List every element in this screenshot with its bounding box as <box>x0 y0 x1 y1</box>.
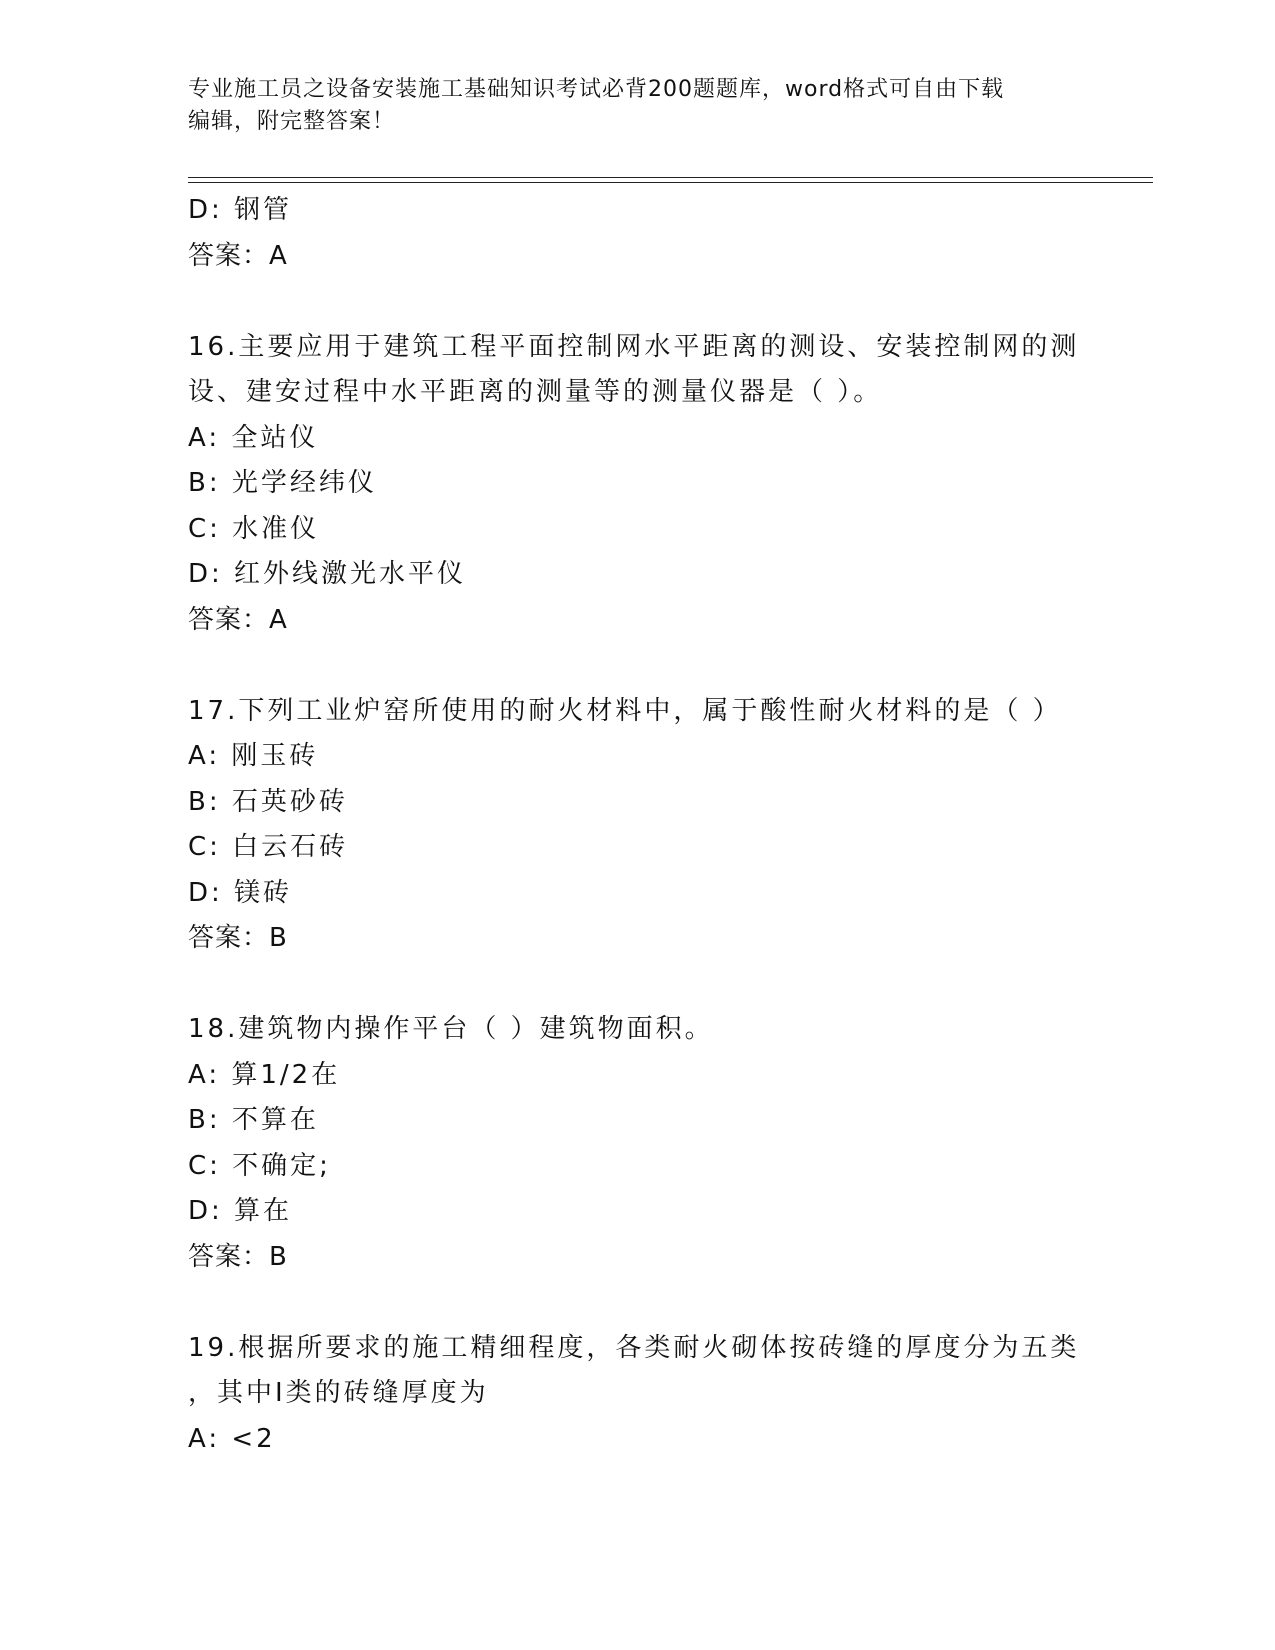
q19-text-line-2: ，其中I类的砖缝厚度为 <box>188 1378 489 1408</box>
q18-option-b: B: 不算在 <box>188 1105 319 1135</box>
q16-option-a: A: 全站仪 <box>188 422 319 453</box>
question-content <box>188 188 1088 1462</box>
q17-option-c: C: 白云石砖 <box>188 832 349 862</box>
q17-option-a: A: 刚玉砖 <box>188 741 319 771</box>
q16-text-line-2: 设、建安过程中水平距离的测量等的测量仪器是（ ）。 <box>188 377 883 407</box>
q17-answer: 答案：B <box>188 923 288 953</box>
q18-answer: 答案：B <box>188 1241 288 1272</box>
spacer <box>188 962 1088 1008</box>
q18-option-a: A: 算1/2在 <box>188 1059 341 1090</box>
q16-option-d: D: 红外线激光水平仪 <box>188 559 467 589</box>
document-header <box>188 74 1088 138</box>
q19-option-a: A: <2 <box>188 1423 276 1454</box>
q18-option-c: C: 不确定; <box>188 1150 331 1181</box>
q17-option-d: D: 镁砖 <box>188 877 293 908</box>
header-line-1: 专业施工员之设备安装施工基础知识考试必背200题题库，word格式可自由下载 <box>188 77 1005 102</box>
header-divider-bottom <box>188 182 1153 183</box>
spacer <box>188 1280 1088 1326</box>
q16-answer: 答案：A <box>188 604 288 635</box>
spacer <box>188 279 1088 325</box>
q17-option-b: B: 石英砂砖 <box>188 786 348 817</box>
q17-text-line-1: 17.下列工业炉窑所使用的耐火材料中，属于酸性耐火材料的是（ ） <box>188 695 1062 726</box>
q19-text-line-1: 19.根据所要求的施工精细程度，各类耐火砌体按砖缝的厚度分为五类 <box>188 1332 1080 1363</box>
header-line-2: 编辑，附完整答案！ <box>188 109 396 134</box>
spacer <box>188 643 1088 689</box>
q16-option-c: C: 水准仪 <box>188 513 320 544</box>
header-divider-top <box>188 177 1153 178</box>
q16-option-b: B: 光学经纬仪 <box>188 468 377 498</box>
prev-answer: 答案：A <box>188 240 288 271</box>
q18-text-line-1: 18.建筑物内操作平台（ ）建筑物面积。 <box>188 1014 714 1044</box>
q18-option-d: D: 算在 <box>188 1196 293 1226</box>
q16-text-line-1: 16.主要应用于建筑工程平面控制网水平距离的测设、安装控制网的测 <box>188 331 1080 362</box>
prev-option-d: D: 钢管 <box>188 195 293 225</box>
